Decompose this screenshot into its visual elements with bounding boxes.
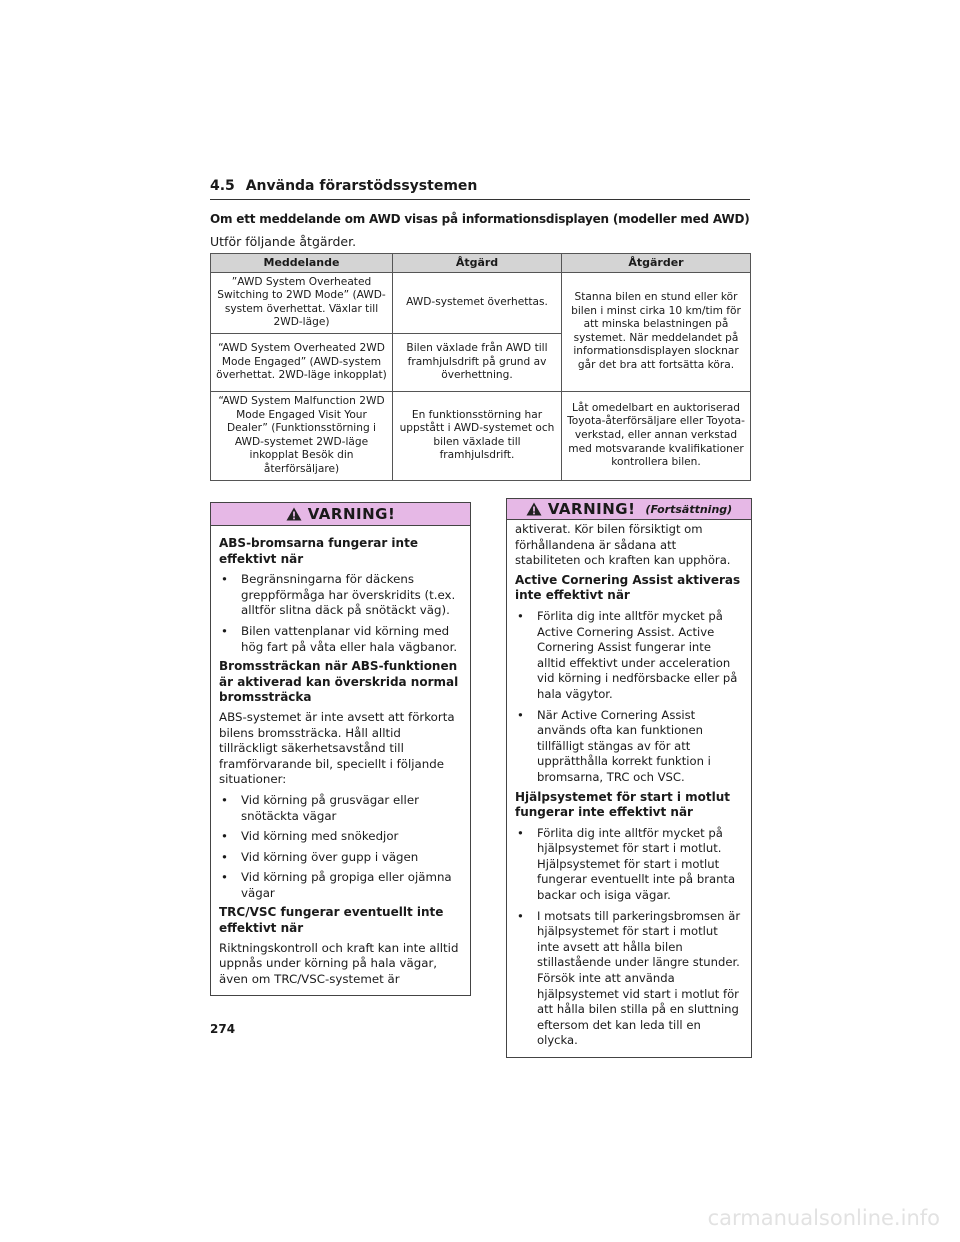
section-title: Använda förarstödssystemen (245, 178, 478, 194)
warning-body (507, 520, 751, 1057)
watermark: carmanualsonline.info (707, 1206, 940, 1230)
warning-banner (211, 503, 470, 526)
awd-message-table (210, 253, 751, 481)
list-item: • Vid körning på gropiga eller ojämna vägar (219, 870, 462, 901)
warning-list (219, 572, 462, 655)
warning-heading: Bromssträckan när ABS-funktionen är aktiverad kan överskrida normal bromssträcka (219, 659, 459, 705)
table-row (211, 391, 751, 480)
sub-heading: Om ett meddelande om AWD visas på informationsdisplayen (modeller med AWD) (210, 212, 750, 226)
list-item: • Förlita dig inte alltför mycket på Active Cornering Assist. Active Cornering Assist fungerar inte alltid effektivt under acceleration vid körning i nedförsbacke eller på hala vägytor. (515, 609, 743, 703)
table-header-row (211, 254, 751, 273)
warning-box-left (210, 502, 471, 996)
list-item: • I motsats till parkeringsbromsen är hjälpsystemet för start i motlut inte avsett att hålla bilen stillastående under längre stunder. Försök inte att använda hjälpsystemet vid start i motlut för att hålla bilen stilla på en sluttning eftersom det kan leda till en olycka. (515, 909, 743, 1049)
page-number: 274 (210, 1022, 236, 1036)
table-cell-message: “AWD System Malfunction 2WD Mode Engaged Visit Your Dealer” (Funktionsstörning i AWD-systemet 2WD-läge inkopplat Besök din återförsäljare) (211, 391, 393, 480)
table-cell-action: Låt omedelbart en auktoriserad Toyota-återförsäljare eller Toyota-verkstad, eller annan verkstad med motsvarande kvalifikationer kontrollera bilen. (562, 391, 751, 480)
table-cell-cause: Bilen växlade från AWD till framhjulsdrift på grund av överhettning. (393, 333, 562, 391)
warning-heading: Hjälpsystemet för start i motlut fungerar inte effektivt när (515, 789, 731, 820)
warning-heading: ABS-bromsarna fungerar inte effektivt när (219, 536, 418, 566)
table-cell-message: “AWD System Overheated 2WD Mode Engaged” (AWD-system överhettat. 2WD-läge inkopplat) (211, 333, 393, 391)
section-header (210, 178, 750, 200)
warning-list (219, 793, 462, 902)
list-item: • Begränsningarna för däckens greppförmåga har överskridits (t.ex. alltför slitna däck på snötäckt väg). (219, 572, 462, 619)
warning-heading: Active Cornering Assist aktiveras inte effektivt när (515, 572, 741, 603)
table-row (211, 272, 751, 333)
warning-continued-label: (Fortsättning) (645, 502, 733, 516)
table-cell-action: Stanna bilen en stund eller kör bilen i minst cirka 10 km/tim för att minska belastningen på systemet. När meddelandet på informationsdisplayen slocknar går det bra att fortsätta köra. (562, 272, 751, 391)
list-item: • Förlita dig inte alltför mycket på hjälpsystemet för start i motlut. Hjälpsystemet för start i motlut fungerar eventuellt inte på branta backar och isiga vägar. (515, 826, 743, 904)
warning-box-right (506, 498, 752, 1058)
list-item: • När Active Cornering Assist används ofta kan funktionen tillfälligt stängas av för att upprätthålla korrekt funktion i bromsarna, TRC och VSC. (515, 708, 743, 786)
warning-paragraph: aktiverat. Kör bilen försiktigt om förhållandena är sådana att stabiliteten och kraften kan upphöra. (515, 522, 731, 568)
table-cell-cause: En funktionsstörning har uppstått i AWD-systemet och bilen växlade till framhjulsdrift. (393, 391, 562, 480)
warning-list (515, 826, 743, 1049)
warning-title: VARNING! (547, 500, 636, 518)
column-header-cause: Åtgärd (393, 254, 562, 273)
warning-body (211, 526, 470, 995)
column-header-message: Meddelande (211, 254, 393, 273)
column-header-actions: Åtgärder (562, 254, 751, 273)
list-item: • Vid körning över gupp i vägen (219, 850, 462, 866)
warning-triangle-icon (526, 502, 542, 516)
warning-paragraph: ABS-systemet är inte avsett att förkorta bilens bromssträcka. Håll alltid tillräckligt säkerhetsavstånd till framförvarande bil, speciellt i följande situationer: (219, 709, 455, 787)
list-item: • Bilen vattenplanar vid körning med hög fart på våta eller hala vägbanor. (219, 624, 462, 655)
section-number: 4.5 (210, 178, 235, 194)
warning-title: VARNING! (307, 505, 396, 523)
table-cell-cause: AWD-systemet överhettas. (393, 272, 562, 333)
warning-paragraph: Riktningskontroll och kraft kan inte alltid uppnås under körning på hala vägar, även om TRC/VSC-systemet är (219, 940, 459, 986)
list-item: • Vid körning med snökedjor (219, 829, 462, 845)
intro-text: Utför följande åtgärder. (210, 234, 357, 249)
warning-list (515, 609, 743, 786)
warning-banner (507, 499, 751, 520)
warning-heading: TRC/VSC fungerar eventuellt inte effektivt när (219, 905, 444, 936)
warning-triangle-icon (286, 507, 302, 521)
list-item: • Vid körning på grusvägar eller snötäckta vägar (219, 793, 462, 824)
table-cell-message: ”AWD System Overheated Switching to 2WD Mode” (AWD-system överhettat. Växlar till 2WD-läge) (211, 272, 393, 333)
